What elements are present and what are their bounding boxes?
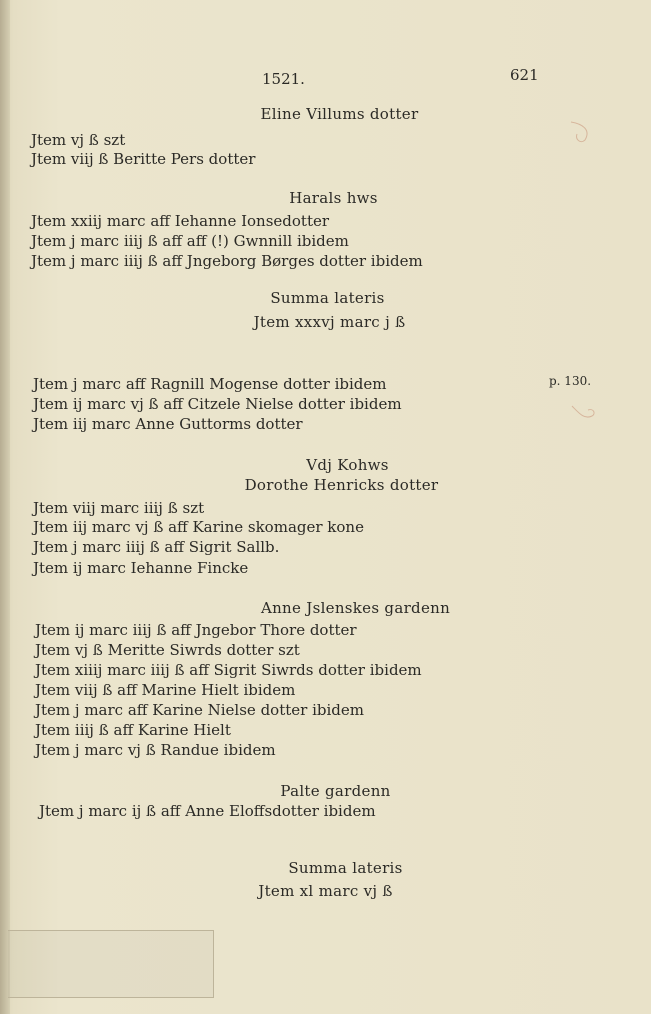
ledger-entry: Jtem xiiij marc iiij ß aff Sigrit Siwrds dotter ibidem: [35, 661, 422, 679]
summa-heading: Summa lateris: [270, 289, 385, 307]
ledger-entry: Jtem viij marc iiij ß szt: [33, 499, 205, 517]
section-heading: Dorothe Henricks dotter: [244, 476, 439, 494]
ledger-entry: Jtem ij marc vj ß aff Citzele Nielse dotter ibidem: [33, 395, 402, 413]
library-stamp-area: [8, 930, 214, 998]
summa-total: Jtem xl marc vj ß: [258, 882, 393, 900]
ledger-entry: Jtem iiij ß aff Karine Hielt: [35, 721, 231, 739]
ledger-entry: Jtem xxiij marc aff Iehanne Ionsedotter: [31, 212, 330, 230]
pencil-mark-icon: [565, 118, 605, 148]
ledger-entry: Jtem j marc aff Ragnill Mogense dotter ibidem: [33, 375, 387, 393]
ledger-entry: Jtem iij marc vj ß aff Karine skomager kone: [33, 518, 364, 536]
pencil-mark-icon: [568, 398, 608, 428]
margin-note: p. 130.: [549, 374, 592, 388]
section-heading: Eline Villums dotter: [260, 105, 419, 123]
section-heading: Anne Jslenskes gardenn: [260, 599, 451, 617]
ledger-entry: Jtem j marc iiij ß aff Jngeborg Børges dotter ibidem: [31, 252, 423, 270]
section-heading: Vdj Kohws: [306, 456, 389, 474]
ledger-entry: Jtem j marc iiij ß aff Sigrit Sallb.: [33, 538, 280, 556]
page-number: 621: [510, 66, 539, 84]
ledger-entry: Jtem j marc aff Karine Nielse dotter ibidem: [35, 701, 364, 719]
ledger-entry: Jtem iij marc Anne Guttorms dotter: [33, 415, 303, 433]
ledger-entry: Jtem ij marc Iehanne Fincke: [33, 559, 249, 577]
summa-total: Jtem xxxvj marc j ß: [253, 313, 406, 331]
summa-heading: Summa lateris: [288, 859, 403, 877]
ledger-entry: Jtem viij ß aff Marine Hielt ibidem: [35, 681, 296, 699]
section-heading: Harals hws: [289, 189, 378, 207]
ledger-entry: Jtem vj ß szt: [31, 131, 126, 149]
year-header: 1521.: [262, 70, 305, 88]
ledger-entry: Jtem j marc ij ß aff Anne Eloffsdotter ibidem: [39, 802, 376, 820]
section-heading: Palte gardenn: [280, 782, 391, 800]
ledger-entry: Jtem j marc vj ß Randue ibidem: [35, 741, 276, 759]
ledger-entry: Jtem vj ß Meritte Siwrds dotter szt: [35, 641, 300, 659]
ledger-entry: Jtem viij ß Beritte Pers dotter: [31, 150, 256, 168]
ledger-entry: Jtem j marc iiij ß aff aff (!) Gwnnill ibidem: [31, 232, 349, 250]
ledger-entry: Jtem ij marc iiij ß aff Jngebor Thore dotter: [35, 621, 357, 639]
